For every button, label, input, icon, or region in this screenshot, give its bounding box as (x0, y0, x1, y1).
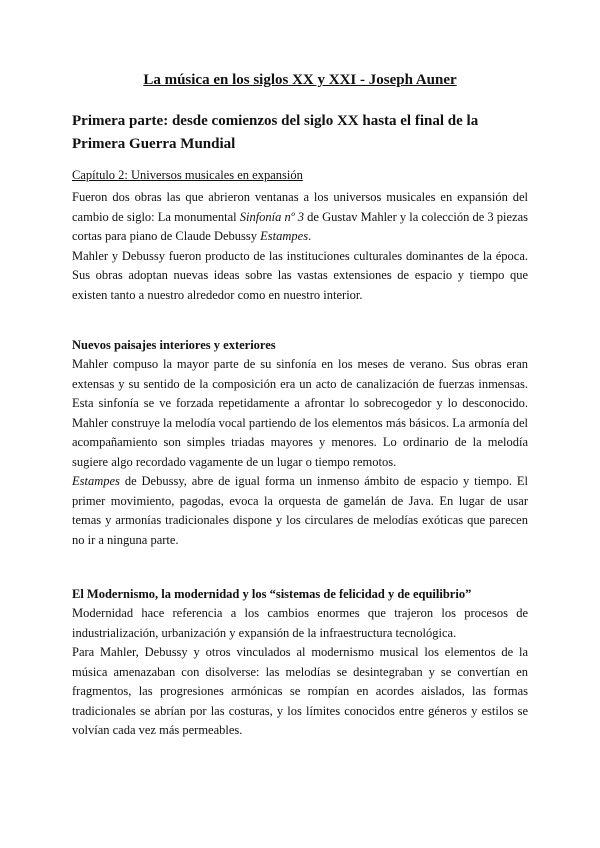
section2-paragraph-1: Modernidad hace referencia a los cambios enormes que trajeron los procesos de industrialización, urbanización y expansión de la infraestructura tecnológica. (72, 606, 528, 640)
section1-block (72, 355, 528, 550)
work-title-estampes-2: Estampes (72, 474, 120, 488)
work-title-sinfonia: Sinfonía nº 3 (239, 209, 305, 224)
intro-p1-text-b: de Gustav Mahler y la colección de 3 piezas cortas para piano de Claude Debussy (72, 209, 529, 243)
section1-paragraph-1: Mahler compuso la mayor parte de su sinfonía en los meses de verano. Sus obras eran extensas y su sentido de la composición era un acto de canalización de fuerzas inmensas. Esta sinfonía se ve forzada repetidamente a afrontar lo sobrecogedor y lo desconocido. Mahler construye la melodía vocal partiendo de los elementos más básicos. La armonía del acompañamiento son simples triadas mayores y menores. Lo ordinario de la melodía sugiere algo recordado vagamente de un lugar o tiempo remotos. (72, 357, 528, 469)
intro-block (72, 188, 528, 305)
intro-p1-text-c: . (308, 229, 312, 243)
work-title-estampes: Estampes (260, 229, 309, 243)
section2-block (72, 604, 528, 741)
section-heading-paisajes: Nuevos paisajes interiores y exteriores (72, 338, 276, 352)
section1-paragraph-2 (72, 472, 528, 550)
section2-paragraph-2: Para Mahler, Debussy y otros vinculados al modernismo musical los elementos de la música amenazaban con disolverse: las melodías se desintegraban y se convertían en fragmentos, las progresiones armónicas se rompían en acordes aislados, las formas tradicionales se abrían por las costuras, y los límites conocidos entre géneros y estilos se volvían cada vez más permeables. (72, 645, 528, 737)
intro-p1-text-a: Fueron dos obras las que abrieron ventanas a los universos musicales en expansión del cambio de siglo: La monumental (72, 190, 528, 224)
section1-p2-text: de Debussy, abre de igual forma un inmenso ámbito de espacio y tiempo. El primer movimiento, pagodas, evoca la orquesta de gamelán de Java. En lugar de usar temas y armonías tradicionales dispone y los circulares de melodías exóticas que parecen no ir a ninguna parte. (72, 474, 528, 547)
section-heading-modernismo: El Modernismo, la modernidad y los “sistemas de felicidad y de equilibrio” (72, 587, 472, 601)
part-title: Primera parte: desde comienzos del siglo XX hasta el final de la Primera Guerra Mundial (72, 113, 479, 152)
chapter-heading: Capítulo 2: Universos musicales en expansión (72, 168, 303, 182)
document-title: La música en los siglos XX y XXI - Joseph Auner (143, 72, 457, 88)
intro-paragraph-2: Mahler y Debussy fueron producto de las instituciones culturales dominantes de la época. Sus obras adoptan nuevas ideas sobre las vastas extensiones de espacio y tiempo que existen tanto a nuestro alrededor como en nuestro interior. (72, 248, 528, 302)
intro-paragraph-1 (72, 188, 528, 247)
